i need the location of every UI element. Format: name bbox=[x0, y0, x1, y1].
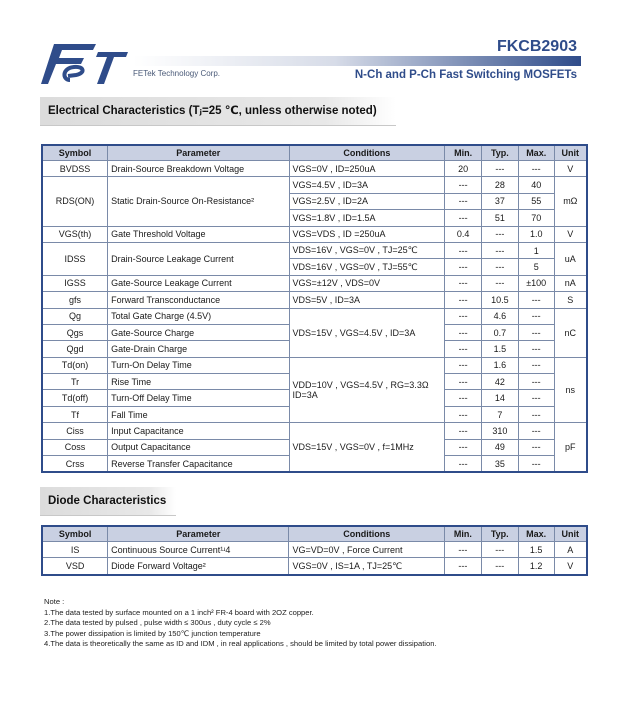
typ-cell: 310 bbox=[482, 423, 519, 439]
min-cell: --- bbox=[445, 308, 482, 324]
parameter-cell: Input Capacitance bbox=[108, 423, 289, 439]
unit-cell: nC bbox=[554, 308, 587, 357]
min-cell: --- bbox=[445, 193, 482, 209]
typ-cell: 49 bbox=[482, 439, 519, 455]
symbol-cell: IDSS bbox=[42, 242, 108, 275]
parameter-cell: Reverse Transfer Capacitance bbox=[108, 456, 289, 473]
col-conditions: Conditions bbox=[289, 526, 445, 542]
typ-cell: --- bbox=[482, 161, 519, 177]
conditions-cell: VDS=5V , ID=3A bbox=[289, 292, 445, 308]
unit-cell: uA bbox=[554, 242, 587, 275]
max-cell: --- bbox=[518, 423, 554, 439]
min-cell: --- bbox=[445, 292, 482, 308]
parameter-cell: Drain-Source Breakdown Voltage bbox=[108, 161, 289, 177]
table-header-row bbox=[42, 526, 587, 542]
note-item: 1.The data tested by surface mounted on a 1 inch² FR-4 board with 2OZ copper. bbox=[44, 607, 314, 617]
min-cell: --- bbox=[445, 423, 482, 439]
typ-cell: 35 bbox=[482, 456, 519, 473]
symbol-cell: Tf bbox=[42, 406, 108, 422]
typ-cell: 28 bbox=[482, 177, 519, 193]
min-cell: --- bbox=[445, 341, 482, 357]
symbol-cell: Crss bbox=[42, 456, 108, 473]
unit-cell: V bbox=[554, 226, 587, 242]
symbol-cell: BVDSS bbox=[42, 161, 108, 177]
max-cell: --- bbox=[518, 341, 554, 357]
symbol-cell: gfs bbox=[42, 292, 108, 308]
parameter-cell: Continuous Source Current¹ʴ4 bbox=[108, 542, 289, 558]
unit-cell: pF bbox=[554, 423, 587, 473]
symbol-cell: VGS(th) bbox=[42, 226, 108, 242]
conditions-cell: VGS=0V , IS=1A , TJ=25℃ bbox=[289, 558, 445, 575]
notes-block bbox=[44, 597, 437, 650]
col-unit: Unit bbox=[554, 526, 587, 542]
max-cell: --- bbox=[518, 390, 554, 406]
conditions-cell: VGS=1.8V , ID=1.5A bbox=[289, 210, 445, 226]
typ-cell: 4.6 bbox=[482, 308, 519, 324]
typ-cell: 42 bbox=[482, 374, 519, 390]
max-cell: 40 bbox=[518, 177, 554, 193]
typ-cell: 1.6 bbox=[482, 357, 519, 373]
note-item: 3.The power dissipation is limited by 150℃ junction temperature bbox=[44, 628, 261, 638]
min-cell: 20 bbox=[445, 161, 482, 177]
min-cell: --- bbox=[444, 542, 481, 558]
col-unit: Unit bbox=[554, 145, 587, 161]
table-header-row bbox=[42, 145, 587, 161]
col-typ: Typ. bbox=[482, 145, 519, 161]
conditions-cell: VGS=4.5V , ID=3A bbox=[289, 177, 445, 193]
conditions-cell: VG=VD=0V , Force Current bbox=[289, 542, 445, 558]
max-cell: ±100 bbox=[518, 275, 554, 291]
typ-cell: --- bbox=[482, 275, 519, 291]
parameter-cell: Forward Transconductance bbox=[108, 292, 289, 308]
max-cell: --- bbox=[518, 439, 554, 455]
parameter-cell: Rise Time bbox=[108, 374, 289, 390]
symbol-cell: Qgs bbox=[42, 324, 108, 340]
max-cell: --- bbox=[518, 161, 554, 177]
max-cell: 70 bbox=[518, 210, 554, 226]
col-typ: Typ. bbox=[481, 526, 518, 542]
table-row bbox=[42, 226, 587, 242]
typ-cell: 14 bbox=[482, 390, 519, 406]
notes-title: Note : bbox=[44, 597, 65, 606]
parameter-cell: Turn-On Delay Time bbox=[108, 357, 289, 373]
min-cell: --- bbox=[445, 177, 482, 193]
conditions-cell: VGS=VDS , ID =250uA bbox=[289, 226, 445, 242]
conditions-cell: VGS=0V , ID=250uA bbox=[289, 161, 445, 177]
min-cell: --- bbox=[445, 406, 482, 422]
col-symbol: Symbol bbox=[42, 526, 108, 542]
symbol-cell: Tr bbox=[42, 374, 108, 390]
typ-cell: --- bbox=[481, 542, 518, 558]
table-row bbox=[42, 275, 587, 291]
typ-cell: 7 bbox=[482, 406, 519, 422]
unit-cell: S bbox=[554, 292, 587, 308]
max-cell: --- bbox=[518, 324, 554, 340]
electrical-section-title: Electrical Characteristics (Tⱼ=25 ℃, unless otherwise noted) bbox=[40, 97, 396, 126]
typ-cell: --- bbox=[482, 242, 519, 258]
unit-cell: ns bbox=[554, 357, 587, 423]
max-cell: --- bbox=[518, 374, 554, 390]
note-item: 4.The data is theoretically the same as ID and IDM , in real applications , should be limited by total power dissipation. bbox=[44, 639, 437, 648]
min-cell: --- bbox=[445, 374, 482, 390]
table-row bbox=[42, 357, 587, 373]
table-row bbox=[42, 423, 587, 439]
col-min: Min. bbox=[444, 526, 481, 542]
diode-table bbox=[41, 525, 588, 576]
col-min: Min. bbox=[445, 145, 482, 161]
col-parameter: Parameter bbox=[108, 526, 289, 542]
typ-cell: --- bbox=[481, 558, 518, 575]
table-row bbox=[42, 242, 587, 258]
symbol-cell: Td(on) bbox=[42, 357, 108, 373]
col-parameter: Parameter bbox=[108, 145, 289, 161]
typ-cell: --- bbox=[482, 226, 519, 242]
min-cell: --- bbox=[445, 456, 482, 473]
diode-section-title: Diode Characteristics bbox=[40, 487, 176, 516]
min-cell: --- bbox=[445, 210, 482, 226]
symbol-cell: Coss bbox=[42, 439, 108, 455]
parameter-cell: Turn-Off Delay Time bbox=[108, 390, 289, 406]
conditions-cell: VGS=±12V , VDS=0V bbox=[289, 275, 445, 291]
min-cell: --- bbox=[445, 242, 482, 258]
col-conditions: Conditions bbox=[289, 145, 445, 161]
fet-logo-icon bbox=[40, 40, 130, 88]
part-number: FKCB2903 bbox=[496, 38, 577, 55]
symbol-cell: Qgd bbox=[42, 341, 108, 357]
parameter-cell: Output Capacitance bbox=[108, 439, 289, 455]
col-max: Max. bbox=[518, 526, 554, 542]
parameter-cell: Gate-Source Leakage Current bbox=[108, 275, 289, 291]
min-cell: --- bbox=[445, 357, 482, 373]
table-row bbox=[42, 308, 587, 324]
subtitle: N-Ch and P-Ch Fast Switching MOSFETs bbox=[354, 69, 577, 81]
conditions-cell: VDS=15V , VGS=4.5V , ID=3A bbox=[289, 308, 445, 357]
symbol-cell: RDS(ON) bbox=[42, 177, 108, 226]
min-cell: --- bbox=[445, 259, 482, 275]
parameter-cell: Static Drain-Source On-Resistance² bbox=[108, 177, 289, 226]
table-row bbox=[42, 558, 587, 575]
col-max: Max. bbox=[518, 145, 554, 161]
min-cell: 0.4 bbox=[445, 226, 482, 242]
note-item: 2.The data tested by pulsed , pulse width ≤ 300us , duty cycle ≤ 2% bbox=[44, 618, 271, 627]
company-name: FETek Technology Corp. bbox=[133, 69, 221, 78]
conditions-cell: VDS=15V , VGS=0V , f=1MHz bbox=[289, 423, 445, 473]
symbol-cell: Td(off) bbox=[42, 390, 108, 406]
min-cell: --- bbox=[445, 439, 482, 455]
table-row bbox=[42, 161, 587, 177]
symbol-cell: IGSS bbox=[42, 275, 108, 291]
max-cell: --- bbox=[518, 308, 554, 324]
typ-cell: 0.7 bbox=[482, 324, 519, 340]
header-bar bbox=[133, 56, 581, 66]
max-cell: --- bbox=[518, 406, 554, 422]
table-row bbox=[42, 177, 587, 193]
conditions-cell: VDS=16V , VGS=0V , TJ=25℃ bbox=[289, 242, 445, 258]
max-cell: 55 bbox=[518, 193, 554, 209]
conditions-line: ID=3A bbox=[292, 389, 318, 400]
conditions-cell: VGS=2.5V , ID=2A bbox=[289, 193, 445, 209]
max-cell: 1.0 bbox=[518, 226, 554, 242]
symbol-cell: Qg bbox=[42, 308, 108, 324]
max-cell: 1.5 bbox=[518, 542, 554, 558]
typ-cell: 1.5 bbox=[482, 341, 519, 357]
conditions-cell bbox=[289, 357, 445, 423]
symbol-cell: IS bbox=[42, 542, 108, 558]
parameter-cell: Gate-Drain Charge bbox=[108, 341, 289, 357]
typ-cell: 37 bbox=[482, 193, 519, 209]
conditions-cell: VDS=16V , VGS=0V , TJ=55℃ bbox=[289, 259, 445, 275]
parameter-cell: Gate-Source Charge bbox=[108, 324, 289, 340]
typ-cell: 10.5 bbox=[482, 292, 519, 308]
min-cell: --- bbox=[444, 558, 481, 575]
min-cell: --- bbox=[445, 324, 482, 340]
unit-cell: V bbox=[554, 558, 587, 575]
max-cell: 1 bbox=[518, 242, 554, 258]
min-cell: --- bbox=[445, 275, 482, 291]
parameter-cell: Total Gate Charge (4.5V) bbox=[108, 308, 289, 324]
min-cell: --- bbox=[445, 390, 482, 406]
electrical-table bbox=[41, 144, 588, 473]
unit-cell: A bbox=[554, 542, 587, 558]
symbol-cell: VSD bbox=[42, 558, 108, 575]
unit-cell: nA bbox=[554, 275, 587, 291]
max-cell: --- bbox=[518, 357, 554, 373]
unit-cell: mΩ bbox=[554, 177, 587, 226]
max-cell: --- bbox=[518, 292, 554, 308]
conditions-line: VDD=10V , VGS=4.5V , RG=3.3Ω bbox=[292, 379, 429, 390]
symbol-cell: Ciss bbox=[42, 423, 108, 439]
max-cell: 1.2 bbox=[518, 558, 554, 575]
parameter-cell: Drain-Source Leakage Current bbox=[108, 242, 289, 275]
parameter-cell: Gate Threshold Voltage bbox=[108, 226, 289, 242]
typ-cell: 51 bbox=[482, 210, 519, 226]
table-row bbox=[42, 542, 587, 558]
max-cell: 5 bbox=[518, 259, 554, 275]
col-symbol: Symbol bbox=[42, 145, 108, 161]
parameter-cell: Fall Time bbox=[108, 406, 289, 422]
unit-cell: V bbox=[554, 161, 587, 177]
table-row bbox=[42, 292, 587, 308]
parameter-cell: Diode Forward Voltage² bbox=[108, 558, 289, 575]
max-cell: --- bbox=[518, 456, 554, 473]
typ-cell: --- bbox=[482, 259, 519, 275]
